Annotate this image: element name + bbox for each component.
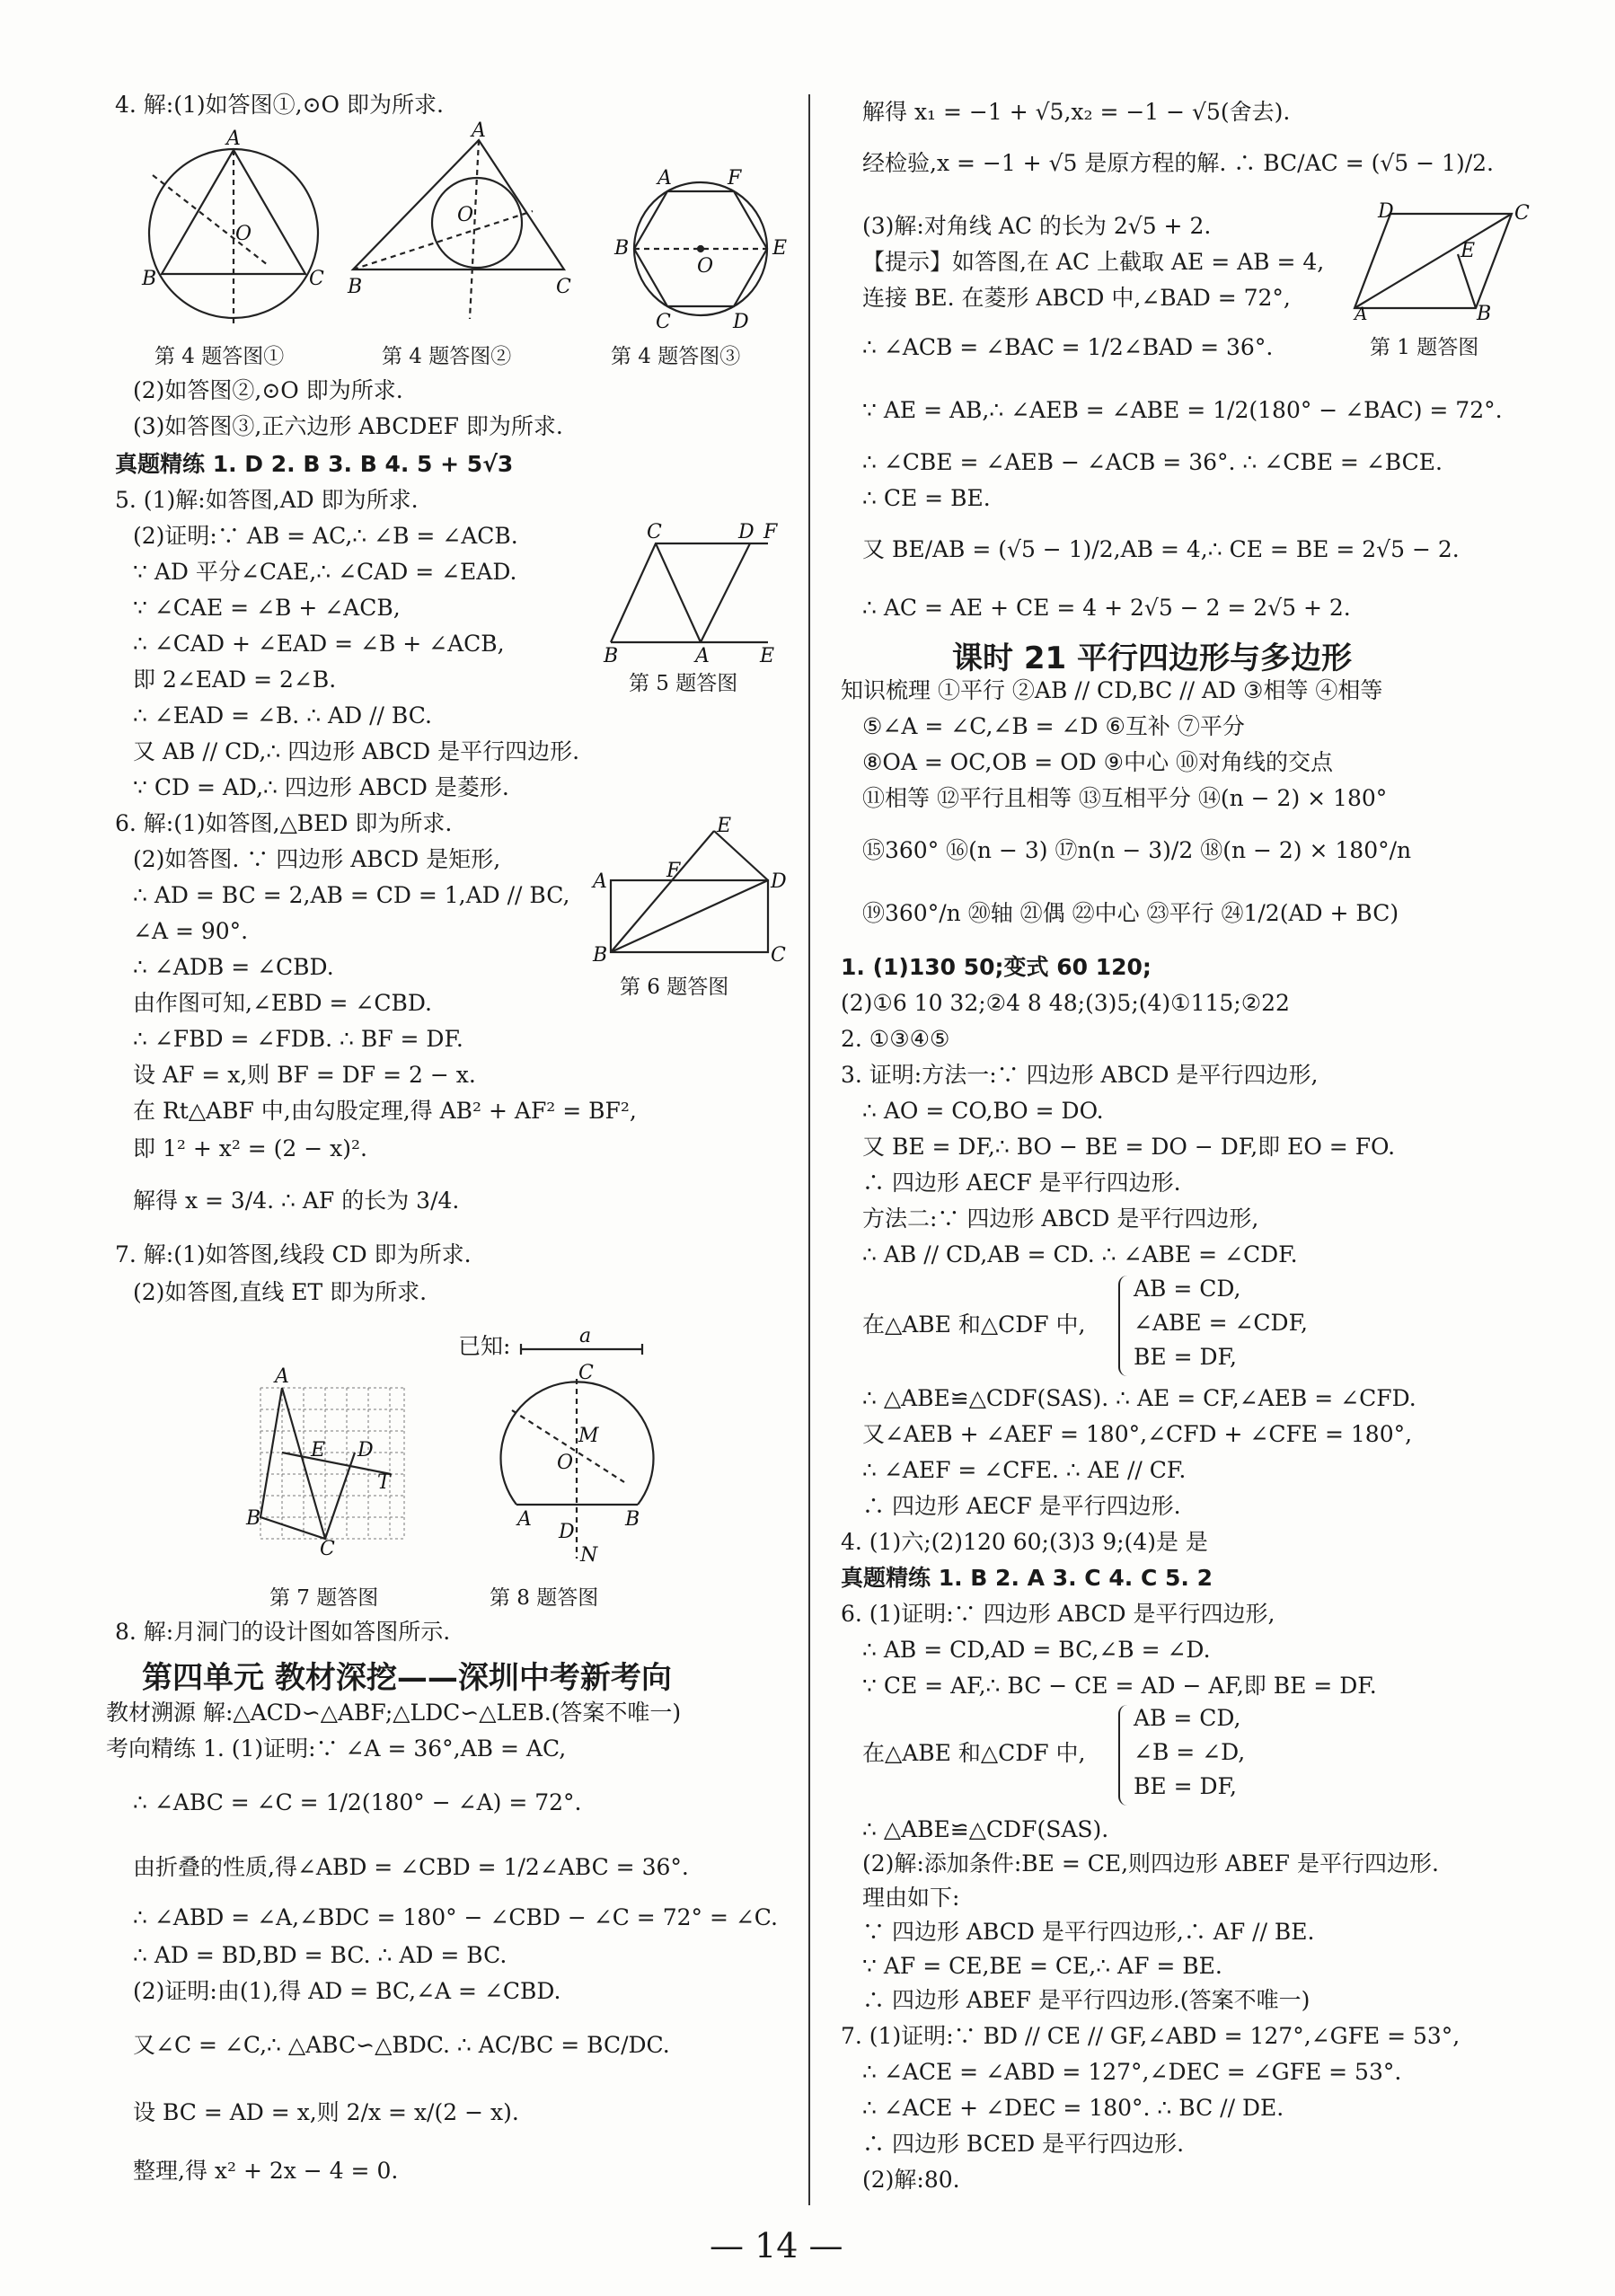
svg-text:B: B (593, 944, 608, 967)
text-line: (3)如答图③,正六边形 ABCDEF 即为所求. (133, 413, 563, 439)
text-line: ∠B = ∠D, (1134, 1739, 1246, 1765)
svg-text:O: O (557, 1452, 574, 1474)
text-line: 又∠AEB + ∠AEF = 180°,∠CFD + ∠CFE = 180°, (862, 1421, 1413, 1447)
text-line: 2. ①③④⑤ (841, 1026, 950, 1052)
text-line: ∴ AD = BD,BD = BC. ∴ AD = BC. (133, 1942, 507, 1968)
text-line: 又 BE/AB = (√5 − 1)/2,AB = 4,∴ CE = BE = 2√5 − 2. (862, 536, 1460, 562)
svg-text:C: C (647, 521, 662, 543)
text-line: ∵ AE = AB,∴ ∠AEB = ∠ABE = 1/2(180° − ∠BAC) = 72°. (862, 397, 1503, 423)
text-line: 连接 BE. 在菱形 ABCD 中,∠BAD = 72°, (862, 285, 1291, 311)
text-line: (2)如答图. ∵ 四边形 ABCD 是矩形, (133, 846, 501, 872)
text-line: (2)证明:∵ AB = AC,∴ ∠B = ∠ACB. (133, 523, 518, 549)
svg-text:T: T (377, 1471, 391, 1494)
svg-text:C: C (656, 311, 671, 333)
text-line: 解得 x = 3/4. ∴ AF 的长为 3/4. (133, 1188, 460, 1214)
text-line: 又 BE = DF,∴ BO − BE = DO − DF,即 EO = FO. (862, 1134, 1396, 1160)
svg-text:C: C (556, 276, 571, 298)
text-line: ∴ 四边形 ABEF 是平行四边形.(答案不唯一) (862, 1987, 1311, 2013)
text-line: ∴ △ABE≌△CDF(SAS). ∴ AE = CF,∠AEB = ∠CFD. (862, 1385, 1416, 1411)
text-line: ∵ AF = CE,BE = CE,∴ AF = BE. (862, 1953, 1222, 1979)
figure-7 (243, 1365, 422, 1560)
svg-text:D: D (733, 311, 749, 333)
figure-4-3 (611, 166, 790, 332)
svg-text:C: C (771, 944, 786, 967)
section-heading: 第四单元 教材深挖——深圳中考新考向 (142, 1660, 672, 1696)
caption: 第 7 题答图 (269, 1586, 379, 1610)
text-line: 在 Rt△ABF 中,由勾股定理,得 AB² + AF² = BF², (133, 1098, 637, 1124)
text-line: 真题精练 1. D 2. B 3. B 4. 5 + 5√3 (115, 451, 514, 477)
svg-text:C: C (1514, 202, 1530, 225)
text-line: 考向精练 1. (1)证明:∵ ∠A = 36°,AB = AC, (106, 1735, 567, 1762)
svg-text:A: A (657, 167, 672, 190)
text-line: ∴ 四边形 AECF 是平行四边形. (862, 1170, 1181, 1196)
text-line: 又 AB // CD,∴ 四边形 ABCD 是平行四边形. (133, 738, 580, 764)
svg-text:C: C (309, 268, 324, 290)
text-line: 又∠C = ∠C,∴ △ABC∽△BDC. ∴ AC/BC = BC/DC. (133, 2032, 670, 2058)
svg-text:D: D (559, 1521, 575, 1543)
text-line: (2)解:添加条件:BE = CE,则四边形 ABEF 是平行四边形. (862, 1850, 1439, 1877)
text-line: ∵ 四边形 ABCD 是平行四边形,∴ AF // BE. (862, 1919, 1315, 1945)
svg-text:F: F (666, 860, 681, 882)
text-line: ∴ 四边形 AECF 是平行四边形. (862, 1493, 1181, 1519)
figure-4-2 (344, 119, 578, 337)
text-line: (2)如答图②,⊙O 即为所求. (133, 377, 403, 403)
text-line: 方法二:∵ 四边形 ABCD 是平行四边形, (862, 1205, 1259, 1232)
svg-text:D: D (771, 870, 787, 893)
text-line: ∴ ∠CBE = ∠AEB − ∠ACB = 36°. ∴ ∠CBE = ∠BCE. (862, 449, 1443, 475)
text-line: 理由如下: (862, 1885, 960, 1911)
known-label: 已知: (458, 1333, 511, 1359)
svg-text:B: B (348, 276, 363, 298)
svg-text:E: E (760, 645, 775, 667)
text-line: (2)如答图,直线 ET 即为所求. (133, 1279, 428, 1305)
text-line: 由作图可知,∠EBD = ∠CBD. (133, 990, 432, 1016)
svg-text:C: C (320, 1538, 335, 1560)
svg-text:F: F (763, 521, 778, 543)
svg-text:E: E (311, 1439, 326, 1461)
text-line: ∴ AO = CO,BO = DO. (862, 1098, 1104, 1124)
text-line: ∴ 四边形 BCED 是平行四边形. (862, 2131, 1185, 2157)
text-line: 5. (1)解:如答图,AD 即为所求. (115, 487, 419, 513)
page-number: — 14 — (710, 2226, 843, 2265)
text-line: (2)解:80. (862, 2167, 960, 2193)
text-line: ∠A = 90°. (133, 918, 249, 944)
figure-6 (593, 815, 787, 967)
svg-text:E: E (717, 815, 732, 837)
text-line: AB = CD, (1134, 1705, 1241, 1731)
caption: 第 5 题答图 (629, 672, 738, 695)
brace (1118, 1705, 1133, 1806)
text-line: ⑪相等 ⑫平行且相等 ⑬互相平分 ⑭(n − 2) × 180° (862, 785, 1388, 811)
text-line: 在△ABE 和△CDF 中, (862, 1740, 1086, 1766)
text-line: ∴ AC = AE + CE = 4 + 2√5 − 2 = 2√5 + 2. (862, 595, 1351, 621)
svg-text:B: B (142, 268, 157, 290)
text-line: 3. 证明:方法一:∵ 四边形 ABCD 是平行四边形, (841, 1062, 1319, 1088)
text-line: 6. 解:(1)如答图,△BED 即为所求. (115, 810, 453, 836)
text-line: 6. (1)证明:∵ 四边形 ABCD 是平行四边形, (841, 1601, 1275, 1627)
text-line: 教材溯源 解:△ACD∽△ABF;△LDC∽△LEB.(答案不唯一) (106, 1700, 682, 1726)
section-heading: 课时 21 平行四边形与多边形 (952, 640, 1352, 676)
svg-text:D: D (357, 1439, 374, 1461)
text-line: BE = DF, (1134, 1773, 1237, 1799)
caption: 第 1 题答图 (1370, 336, 1479, 359)
text-line: ∴ ∠ABD = ∠A,∠BDC = 180° − ∠CBD − ∠C = 72° = ∠C. (133, 1904, 778, 1930)
text-line: 设 AF = x,则 BF = DF = 2 − x. (133, 1062, 476, 1088)
svg-text:A: A (517, 1508, 532, 1531)
text-line: 4. (1)六;(2)120 60;(3)3 9;(4)是 是 (841, 1529, 1208, 1555)
svg-text:D: D (738, 521, 755, 543)
text-line: ∴ ∠CAD + ∠EAD = ∠B + ∠ACB, (133, 631, 505, 657)
text-line: BE = DF, (1134, 1344, 1237, 1370)
text-line: ⑤∠A = ∠C,∠B = ∠D ⑥互补 ⑦平分 (862, 713, 1245, 739)
svg-text:O: O (697, 255, 714, 278)
text-line: 7. 解:(1)如答图,线段 CD 即为所求. (115, 1241, 472, 1267)
text-line: 【提示】如答图,在 AC 上截取 AE = AB = 4, (862, 249, 1325, 275)
svg-text:O: O (235, 223, 252, 245)
text-line: ∴ AD = BC = 2,AB = CD = 1,AD // BC, (133, 882, 570, 908)
svg-text:A: A (1355, 303, 1368, 324)
text-line: ∴ ∠EAD = ∠B. ∴ AD // BC. (133, 702, 432, 729)
text-line: 经检验,x = −1 + √5 是原方程的解. ∴ BC/AC = (√5 − 1)/2. (862, 150, 1494, 176)
svg-text:M: M (578, 1425, 599, 1447)
text-line: ∴ ∠ABC = ∠C = 1/2(180° − ∠A) = 72°. (133, 1789, 582, 1815)
caption: 第 6 题答图 (620, 976, 729, 999)
svg-text:B: B (246, 1507, 261, 1530)
text-line: ∴ AB // CD,AB = CD. ∴ ∠ABE = ∠CDF. (862, 1241, 1298, 1267)
text-line: AB = CD, (1134, 1276, 1241, 1302)
text-line: ∠ABE = ∠CDF, (1134, 1310, 1308, 1336)
svg-text:E: E (772, 237, 788, 260)
text-line: 整理,得 x² + 2x − 4 = 0. (133, 2158, 399, 2184)
svg-text:B: B (625, 1508, 640, 1531)
svg-text:C: C (578, 1362, 594, 1384)
column-divider (808, 94, 810, 2205)
text-line: ∵ CE = AF,∴ BC − CE = AD − AF,即 BE = DF. (862, 1673, 1377, 1699)
svg-text:E: E (1461, 240, 1476, 262)
text-line: 8. 解:月洞门的设计图如答图所示. (115, 1619, 451, 1645)
text-line: ∴ AB = CD,AD = BC,∠B = ∠D. (862, 1637, 1211, 1663)
text-line: 即 2∠EAD = 2∠B. (133, 667, 337, 693)
text-line: 即 1² + x² = (2 − x)². (133, 1135, 367, 1161)
svg-text:O: O (457, 204, 474, 226)
svg-text:a: a (579, 1325, 592, 1347)
figure-4-1 (133, 130, 335, 337)
text-line: ∵ AD 平分∠CAE,∴ ∠CAD = ∠EAD. (133, 559, 517, 585)
figure-r1 (1355, 200, 1530, 325)
caption: 第 4 题答图① (154, 345, 285, 368)
svg-text:A: A (275, 1365, 289, 1388)
text-line: 知识梳理 ①平行 ②AB // CD,BC // AD ③相等 ④相等 (841, 677, 1383, 703)
svg-text:A: A (593, 870, 607, 893)
text-line: 设 BC = AD = x,则 2/x = x/(2 − x). (133, 2099, 519, 2125)
text-line: 由折叠的性质,得∠ABD = ∠CBD = 1/2∠ABC = 36°. (133, 1854, 689, 1880)
svg-text:B: B (604, 645, 619, 667)
caption: 第 4 题答图② (382, 345, 512, 368)
caption: 第 4 题答图③ (611, 345, 741, 368)
text-line: (2)证明:由(1),得 AD = BC,∠A = ∠CBD. (133, 1978, 561, 2004)
text-line: 1. (1)130 50;变式 60 120; (841, 954, 1152, 980)
text-line: ∴ ∠ACE + ∠DEC = 180°. ∴ BC // DE. (862, 2095, 1284, 2121)
figure-5 (602, 521, 790, 667)
text-line: ⑧OA = OC,OB = OD ⑨中心 ⑩对角线的交点 (862, 749, 1334, 775)
text-line: ∴ ∠AEF = ∠CFE. ∴ AE // CF. (862, 1457, 1187, 1483)
text-line: ∵ ∠CAE = ∠B + ∠ACB, (133, 595, 401, 621)
svg-text:N: N (580, 1544, 598, 1567)
svg-text:F: F (728, 167, 742, 190)
text-line: 在△ABE 和△CDF 中, (862, 1311, 1086, 1338)
svg-text:B: B (1477, 303, 1492, 325)
text-line: ∵ CD = AD,∴ 四边形 ABCD 是菱形. (133, 774, 509, 800)
svg-text:A: A (472, 119, 486, 142)
text-line: 4. 解:(1)如答图①,⊙O 即为所求. (115, 92, 444, 118)
text-line: ∴ ∠ADB = ∠CBD. (133, 954, 334, 980)
svg-text:B: B (614, 237, 630, 260)
text-line: ∴ △ABE≌△CDF(SAS). (862, 1816, 1109, 1842)
svg-text:A: A (226, 128, 241, 150)
text-line: 真题精练 1. B 2. A 3. C 4. C 5. 2 (841, 1565, 1213, 1591)
svg-text:D: D (1378, 200, 1394, 223)
figure-8 (485, 1325, 665, 1572)
caption: 第 8 题答图 (490, 1586, 599, 1610)
brace (1118, 1276, 1133, 1376)
text-line: ∴ ∠FBD = ∠FDB. ∴ BF = DF. (133, 1026, 463, 1052)
text-line: ∴ CE = BE. (862, 485, 991, 511)
text-line: (3)解:对角线 AC 的长为 2√5 + 2. (862, 213, 1212, 239)
text-line: ∴ ∠ACE = ∠ABD = 127°,∠DEC = ∠GFE = 53°. (862, 2059, 1402, 2085)
text-line: 7. (1)证明:∵ BD // CE // GF,∠ABD = 127°,∠GFE = 53°, (841, 2023, 1461, 2049)
text-line: 解得 x₁ = −1 + √5,x₂ = −1 − √5(舍去). (862, 99, 1291, 125)
text-line: ∴ ∠ACB = ∠BAC = 1/2∠BAD = 36°. (862, 334, 1274, 360)
text-line: ⑲360°/n ⑳轴 ㉑偶 ㉒中心 ㉓平行 ㉔1/2(AD + BC) (862, 900, 1399, 926)
text-line: (2)①6 10 32;②4 8 48;(3)5;(4)①115;②22 (841, 990, 1290, 1016)
text-line: ⑮360° ⑯(n − 3) ⑰n(n − 3)/2 ⑱(n − 2) × 180°/n (862, 837, 1412, 863)
svg-text:A: A (695, 645, 710, 667)
